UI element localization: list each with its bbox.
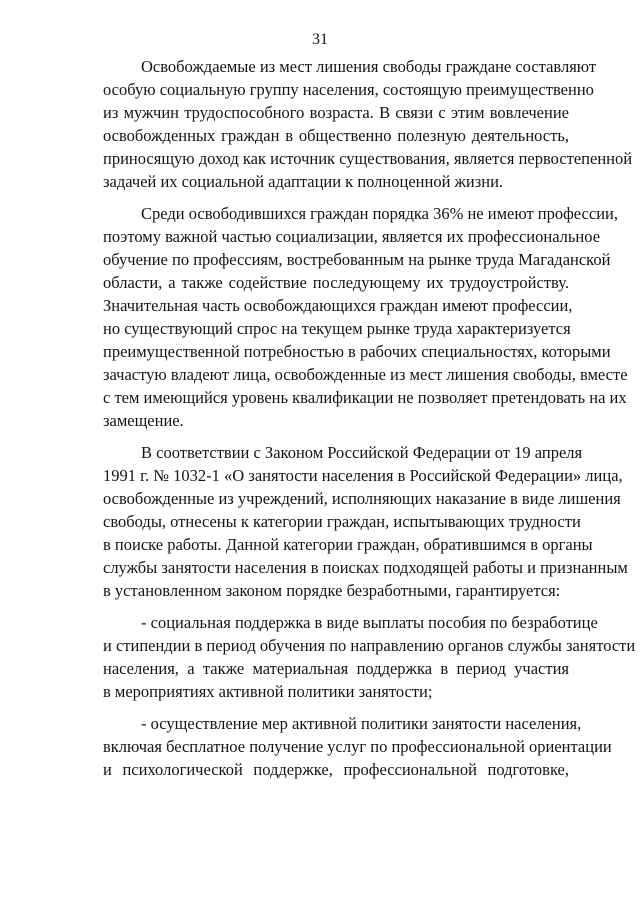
paragraph-line: в мероприятиях активной политики занятости; [103,682,433,701]
page-number: 31 [312,31,328,48]
paragraph-line: освобожденные из учреждений, исполняющих наказание в виде лишения [103,489,621,508]
paragraph-1 [103,55,633,193]
paragraph-line: области, а также содействие последующему их трудоустройству. [103,273,569,292]
paragraph-line: обучение по профессиям, востребованным на рынке труда Магаданской [103,250,611,269]
paragraph-line: В соответствии с Законом Российской Федерации от 19 апреля [141,443,583,462]
paragraph-line: освобожденных граждан в общественно полезную деятельность, [103,126,569,145]
paragraph-line: Освобождаемые из мест лишения свободы граждане составляют [141,57,597,76]
paragraph-line: в поиске работы. Данной категории граждан, обратившимся в органы [103,535,593,554]
paragraph-line: задачей их социальной адаптации к полноценной жизни. [103,172,504,191]
paragraph-line: особую социальную группу населения, состоящую преимущественно [103,80,594,99]
paragraph-line: зачастую владеют лица, освобожденные из мест лишения свободы, вместе [103,365,628,384]
paragraph-line: 1991 г. № 1032-1 «О занятости населения в Российской Федерации» лица, [103,466,623,485]
list-item-2 [103,712,612,781]
paragraph-line: свободы, отнесены к категории граждан, испытывающих трудности [103,512,581,531]
paragraph-line: преимущественной потребностью в рабочих специальностях, которыми [103,342,611,361]
paragraph-line: из мужчин трудоспособного возраста. В связи с этим вовлечение [103,103,569,122]
list-item-1 [103,611,636,703]
paragraph-line: с тем имеющийся уровень квалификации не позволяет претендовать на их [103,388,627,407]
paragraph-line: и стипендии в период обучения по направлению органов службы занятости [103,636,636,655]
paragraph-2 [103,202,628,432]
paragraph-line: Значительная часть освобождающихся граждан имеют профессии, [103,296,573,315]
paragraph-line: - осуществление мер активной политики занятости населения, [141,714,582,733]
paragraph-line: населения, а также материальная поддержка в период участия [103,659,569,678]
paragraph-line: приносящую доход как источник существования, является первостепенной [103,149,633,168]
paragraph-line: в установленном законом порядке безработными, гарантируется: [103,581,561,600]
paragraph-line: и психологической поддержке, профессиональной подготовке, [103,760,569,779]
paragraph-line: поэтому важной частью социализации, является их профессиональное [103,227,601,246]
paragraph-line: но существующий спрос на текущем рынке труда характеризуется [103,319,571,338]
paragraph-line: Среди освободившихся граждан порядка 36% не имеют профессии, [141,204,618,223]
body-text [103,55,636,781]
paragraph-line: - социальная поддержка в виде выплаты пособия по безработице [141,613,598,632]
paragraph-line: замещение. [103,411,184,430]
paragraph-3 [103,441,628,602]
paragraph-line: включая бесплатное получение услуг по профессиональной ориентации [103,737,612,756]
paragraph-line: службы занятости населения в поисках подходящей работы и признанным [103,558,628,577]
